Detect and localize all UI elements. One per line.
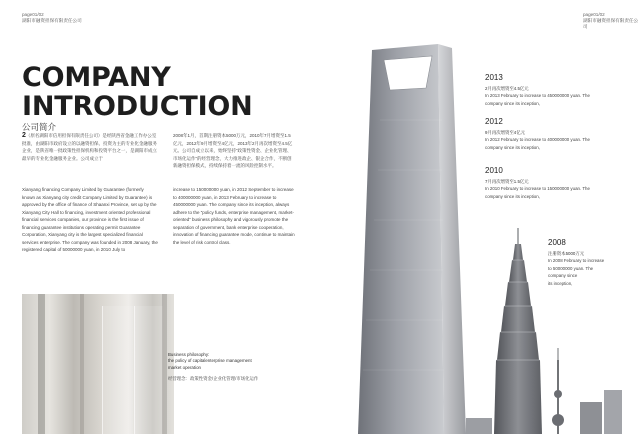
jin-mao-tower	[494, 228, 542, 434]
timeline-en: company since its inception,	[485, 144, 540, 150]
chinese-intro-left	[22, 132, 158, 162]
timeline-cn: 注册资本5000万元	[548, 251, 585, 256]
timeline-en: In 2012 February to increase to 400000000 yuan. The	[485, 137, 590, 143]
english-intro-left: Xianyang financing Company Limited by Guarantee (formerly known as Xianyang city credit Company Limited by Guarantee) is approved by the office of finance of Shaanxi Province, set up by the Xianyang City Hall to financing, investment oriented professional financial services companies, our province is the first issue of financing guarantee institutions operating permit Guarantee Corporation, Xianyang city is the largest specialized financial services enterprise. The company was founded in 2008 January, the registered capital of 50000000 yuan, in 2010 July to	[22, 187, 158, 252]
photo-column	[38, 294, 45, 434]
page-subtitle: 公司简介	[22, 122, 57, 132]
timeline-en: company since its inception,	[485, 100, 540, 106]
timeline-en: In 2010 February to increase to 150000000 yuan. The	[485, 186, 590, 192]
timeline-item-2010	[485, 166, 605, 200]
philosophy-en-line-1: Business philosophy:	[168, 352, 210, 357]
timeline-item-2012	[485, 117, 605, 151]
timeline-cn: 2月再次增资至4.5亿元	[485, 86, 529, 91]
low-rise-buildings	[466, 390, 622, 434]
timeline-year: 2012	[485, 117, 503, 126]
chinese-intro-left-text: （原名湖阳市信用担保有限责任公司）是经陕西省金融工作办公室批准，由湖阳市政府设立的以融资担保、投资为主的专业化金融服务企业，是陕省唯一批政策性担保机构和投资平台之一，是湖阳市成立最早的专业化金融服务企业。公司成立于	[22, 133, 157, 161]
timeline-cn: 9月再次增资至4亿元	[485, 130, 526, 135]
business-philosophy	[168, 352, 288, 383]
page-header-right	[583, 12, 640, 30]
timeline-item-2008	[548, 238, 618, 287]
timeline-en: company since its inception,	[485, 193, 540, 199]
timeline-en: company since	[548, 273, 578, 279]
photo-column	[162, 294, 167, 434]
philosophy-en-line-2: the policy of capitalenterprise management	[168, 358, 252, 364]
timeline-year: 2008	[548, 238, 566, 247]
page-title	[22, 64, 253, 120]
timeline-en: In 2008 February to increase	[548, 258, 605, 264]
office-photo	[22, 294, 174, 434]
oriental-pearl-tower	[552, 348, 564, 434]
timeline-year: 2010	[485, 166, 503, 175]
timeline-year: 2013	[485, 73, 503, 82]
photo-column	[80, 294, 84, 434]
philosophy-cn: 经营理念：政策性资金/企业化管理/市场化运作	[168, 376, 259, 382]
dropcap: 2	[22, 132, 26, 139]
company-name-right: 湖阳市融资担保有限责任公司	[583, 18, 639, 29]
timeline-en: to 50000000 yuan. The	[548, 265, 594, 271]
chinese-intro-mid: 2008年1月，首期注册资本5000万元，2010年7月增资至1.5亿元，2012年9月增资至4亿元，2013年2月再次增资至4.5亿元。公司自成立以来，始终坚持“政策性资金、企业化管理、市场化运作”的经营理念，大力推进政企、银企合作，不断创新融资担保模式，持续保持着一流的风险控制水平。	[173, 133, 293, 168]
photo-glass-panel	[102, 306, 133, 434]
world-financial-center-tower	[358, 44, 466, 434]
timeline-cn: 7月再次增资至1.5亿元	[485, 179, 529, 184]
page-number-right: page01/02	[583, 12, 605, 17]
english-intro-mid: increase to 150000000 yuan, in 2012 September to increase to 400000000 yuan, in 2013 February to increase to 450000000 yuan. The company since its inception, always adhere to the “policy funds, enterprise management, market-oriented” business philosophy and vigorously promote the separation of government, bank enterprise cooperation, innovation of financing guarantee mode, continue to maintain the level of risk control class.	[173, 187, 295, 245]
page-header-left	[22, 12, 82, 24]
timeline-item-2013	[485, 73, 605, 107]
title-line-1: COMPANY	[22, 62, 171, 93]
philosophy-en-line-3: market operation	[168, 364, 201, 370]
timeline-en: In 2013 February to increase to 450000000 yuan. The	[485, 93, 590, 99]
photo-glass-panel	[134, 306, 163, 434]
title-line-2: INTRODUCTION	[22, 91, 253, 122]
page-number-left: page01/02	[22, 12, 44, 17]
timeline-en: its inception,	[548, 280, 573, 286]
company-name-left: 湖阳市融资担保有限责任公司	[22, 18, 82, 23]
